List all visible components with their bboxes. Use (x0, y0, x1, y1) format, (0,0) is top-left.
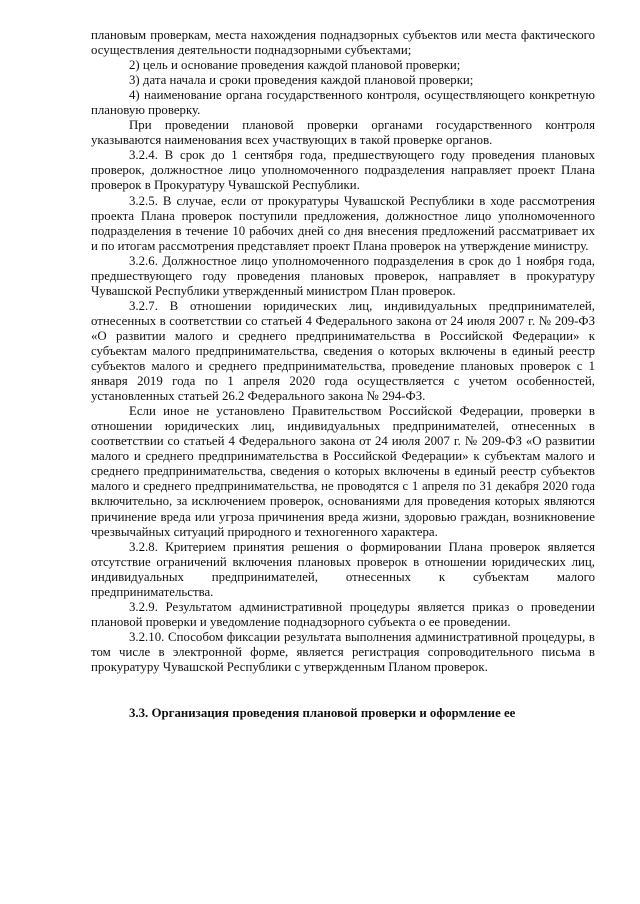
paragraph-3-2-4: 3.2.4. В срок до 1 сентября года, предшествующего году проведения плановых проверок, должностное лицо уполномоченного подразделения направляет проект Плана проверок в Прокуратуру Чувашской Республики. (91, 148, 595, 193)
document-page (91, 28, 595, 721)
paragraph-joint-inspection: При проведении плановой проверки органами государственного контроля указываются наименования всех участвующих в такой проверке органов. (91, 118, 595, 148)
paragraph-3-2-7: 3.2.7. В отношении юридических лиц, индивидуальных предпринимателей, отнесенных в соответствии со статьей 4 Федерального закона от 24 июля 2007 г. № 209-ФЗ «О развитии малого и среднего предпринимательства в Российской Федерации» к субъектам малого предпринимательства, сведения о которых включены в единый реестр субъектов малого и среднего предпринимательства, проведение плановых проверок с 1 января 2019 года по 1 апреля 2020 года осуществляется с учетом особенностей, установленных статьей 26.2 Федерального закона № 294-ФЗ. (91, 298, 595, 404)
paragraph-3-2-6: 3.2.6. Должностное лицо уполномоченного подразделения в срок до 1 ноября года, предшествующего году проведения плановых проверок, направляет в прокуратуру Чувашской Республики утвержденный министром План проверок. (91, 253, 595, 298)
paragraph-3-2-5: 3.2.5. В случае, если от прокуратуры Чувашской Республики в ходе рассмотрения проекта Плана проверок поступили предложения, должностное лицо уполномоченного подразделения в течение 10 рабочих дней со дня внесения предложений рассматривает их и по итогам рассмотрения представляет проект Плана проверок на утверждение министру. (91, 193, 595, 253)
list-item-dates: 3) дата начала и сроки проведения каждой плановой проверки; (129, 73, 474, 88)
paragraph-3-2-8: 3.2.8. Критерием принятия решения о формировании Плана проверок является отсутствие ограничений включения плановых проверок в отношении юридических лиц, индивидуальных предпринимателей, отнесенных к субъектам малого предпринимательства. (91, 539, 595, 599)
paragraph-government-exception: Если иное не установлено Правительством Российской Федерации, проверки в отношении юридических лиц, индивидуальных предпринимателей, отнесенных в соответствии со статьей 4 Федерального закона от 24 июля 2007 г. № 209-ФЗ «О развитии малого и среднего предпринимательства в Российской Федерации» к субъектам малого и среднего предпринимательства, сведения о которых включены в единый реестр субъектов малого и среднего предпринимательства, не проводятся с 1 апреля по 31 декабря 2020 года включительно, за исключением проверок, основаниями для проведения которых являются причинение вреда или угроза причинения вреда жизни, здоровью граждан, возникновение чрезвычайных ситуаций природного и техногенного характера. (91, 404, 595, 539)
paragraph-continuation: плановым проверкам, места нахождения поднадзорных субъектов или места фактического осуществления деятельности поднадзорными субъектами; (91, 28, 595, 58)
section-heading-3-3: 3.3. Организация проведения плановой проверки и оформление ее (129, 706, 516, 721)
list-item-authority: 4) наименование органа государственного контроля, осуществляющего конкретную плановую проверку. (91, 88, 595, 118)
paragraph-3-2-9: 3.2.9. Результатом административной процедуры является приказ о проведении плановой проверки и уведомление поднадзорного субъекта о ее проведении. (91, 599, 595, 629)
list-item-goal: 2) цель и основание проведения каждой плановой проверки; (129, 58, 461, 73)
paragraph-3-2-10: 3.2.10. Способом фиксации результата выполнения административной процедуры, в том числе в электронной форме, является регистрация сопроводительного письма в прокуратуру Чувашской Республики с утвержденным Планом проверок. (91, 629, 595, 674)
